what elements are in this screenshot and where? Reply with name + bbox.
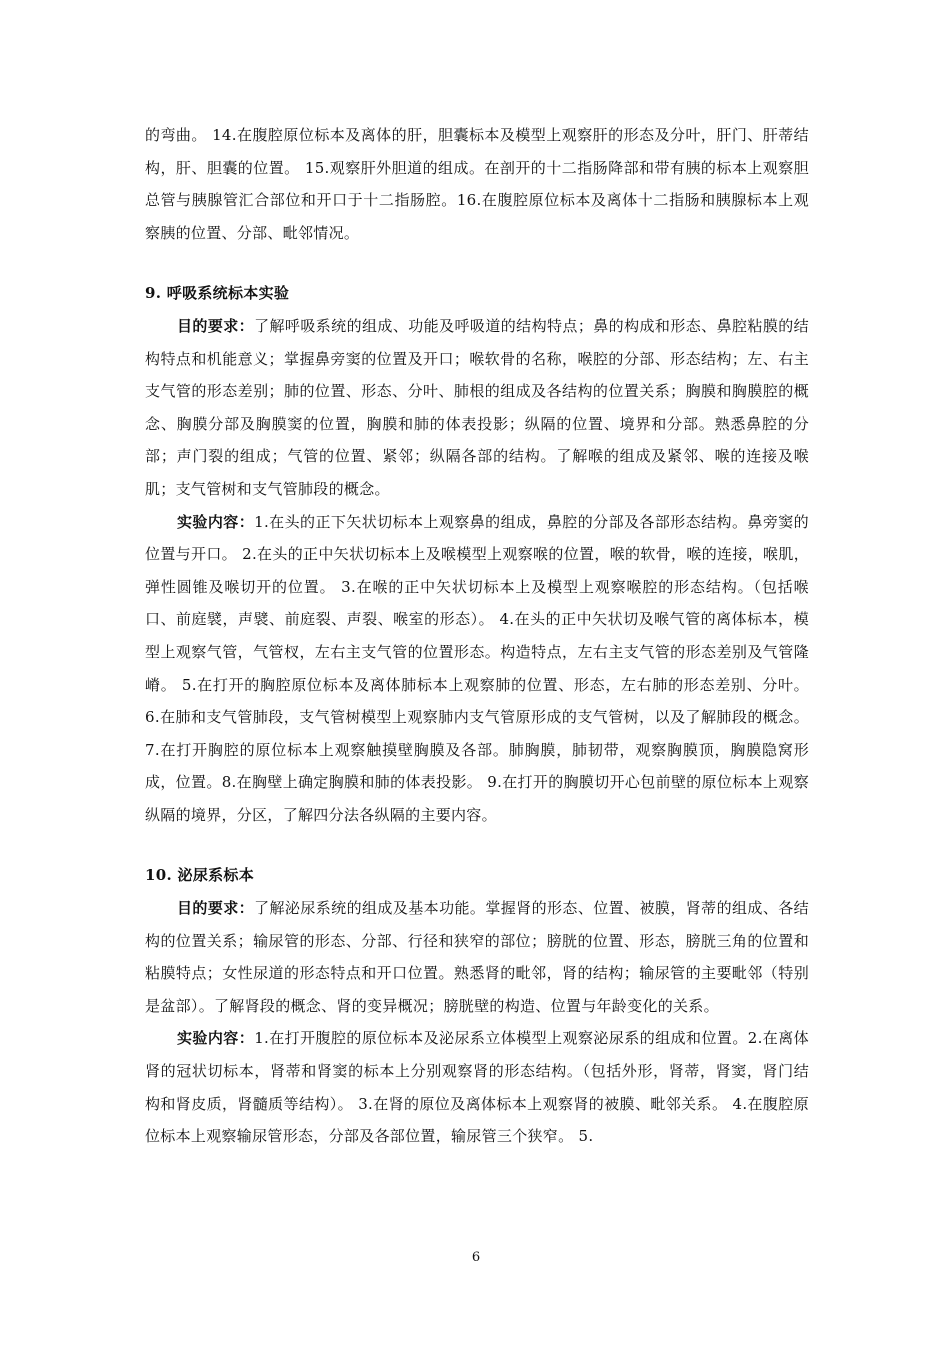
objective-paragraph	[145, 310, 809, 506]
objective-label: 目的要求：	[177, 899, 255, 918]
objective-text: 了解呼吸系统的组成、功能及呼吸道的结构特点；鼻的构成和形态、鼻腔粘膜的结构特点和机能意义；掌握鼻旁窦的位置及开口；喉软骨的名称，喉腔的分部、形态结构；左、右主支气管的形态差别；肺的位置、形态、分叶、肺根的组成及各结构的位置关系；胸膜和胸膜腔的概念、胸膜分部及胸膜窦的位置，胸膜和肺的体表投影；纵隔的位置、境界和分部。熟悉鼻腔的分部；声门裂的组成；气管的位置、紧邻；纵隔各部的结构。了解喉的组成及紧邻、喉的连接及喉肌；支气管树和支气管肺段的概念。	[145, 316, 809, 498]
content-paragraph	[145, 1022, 809, 1152]
page-body	[145, 119, 809, 1153]
content-label: 实验内容：	[177, 1029, 255, 1048]
objective-paragraph	[145, 892, 809, 1022]
section-heading: 9. 呼吸系统标本实验	[145, 284, 290, 303]
objective-text: 了解泌尿系统的组成及基本功能。掌握肾的形态、位置、被膜，肾蒂的组成、各结构的位置关系；输尿管的形态、分部、行径和狭窄的部位；膀胱的位置、形态，膀胱三角的位置和粘膜特点；女性尿道的形态特点和开口位置。熟悉肾的毗邻，肾的结构；输尿管的主要毗邻（特别是盆部）。了解肾段的概念、肾的变异概况；膀胱壁的构造、位置与年龄变化的关系。	[145, 899, 809, 1015]
page-number: 6	[471, 1250, 481, 1265]
content-label: 实验内容：	[177, 512, 255, 531]
section-respiratory	[145, 277, 809, 831]
content-text: 1.在打开腹腔的原位标本及泌尿系立体模型上观察泌尿系的组成和位置。2.在离体肾的冠状切标本，肾蒂和肾窦的标本上分别观察肾的形态结构。（包括外形，肾蒂，肾窦，肾门结构和肾皮质，肾髓质等结构）。 3.在肾的原位及离体标本上观察肾的被膜、毗邻关系。 4.在腹腔原位标本上观察输尿管形态，分部及各部位置，输尿管三个狭窄。 5.	[145, 1029, 809, 1146]
content-text: 1.在头的正下矢状切标本上观察鼻的组成，鼻腔的分部及各部形态结构。鼻旁窦的位置与开口。 2.在头的正中矢状切标本上及喉模型上观察喉的位置，喉的软骨，喉的连接，喉肌，弹性圆锥及喉切开的位置。 3.在喉的正中矢状切标本上及模型上观察喉腔的形态结构。（包括喉口、前庭襞，声襞、前庭裂、声裂、喉室的形态）。 4.在头的正中矢状切及喉气管的离体标本，模型上观察气管，气管杈，左右主支气管的位置形态。构造特点，左右主支气管的形态差别及气管隆嵴。 5.在打开的胸腔原位标本及离体肺标本上观察肺的位置、形态，左右肺的形态差别、分叶。 6.在肺和支气管肺段，支气管树模型上观察肺内支气管原形成的支气管树，以及了解肺段的概念。 7.在打开胸腔的原位标本上观察触摸壁胸膜及各部。肺胸膜，肺韧带，观察胸膜顶，胸膜隐窝形成，位置。8.在胸壁上确定胸膜和肺的体表投影。 9.在打开的胸膜切开心包前壁的原位标本上观察纵隔的境界，分区，了解四分法各纵隔的主要内容。	[145, 512, 809, 824]
intro-paragraph: 的弯曲。 14.在腹腔原位标本及离体的肝，胆囊标本及模型上观察肝的形态及分叶，肝门、肝蒂结构，肝、胆囊的位置。 15.观察肝外胆道的组成。在剖开的十二指肠降部和带有胰的标本上观察胆总管与胰腺管汇合部位和开口于十二指肠腔。16.在腹腔原位标本及离体十二指肠和胰腺标本上观察胰的位置、分部、毗邻情况。	[145, 126, 809, 242]
section-urinary	[145, 859, 809, 1152]
content-paragraph	[145, 506, 809, 832]
objective-label: 目的要求：	[177, 316, 255, 335]
section-heading: 10. 泌尿系标本	[145, 866, 255, 885]
